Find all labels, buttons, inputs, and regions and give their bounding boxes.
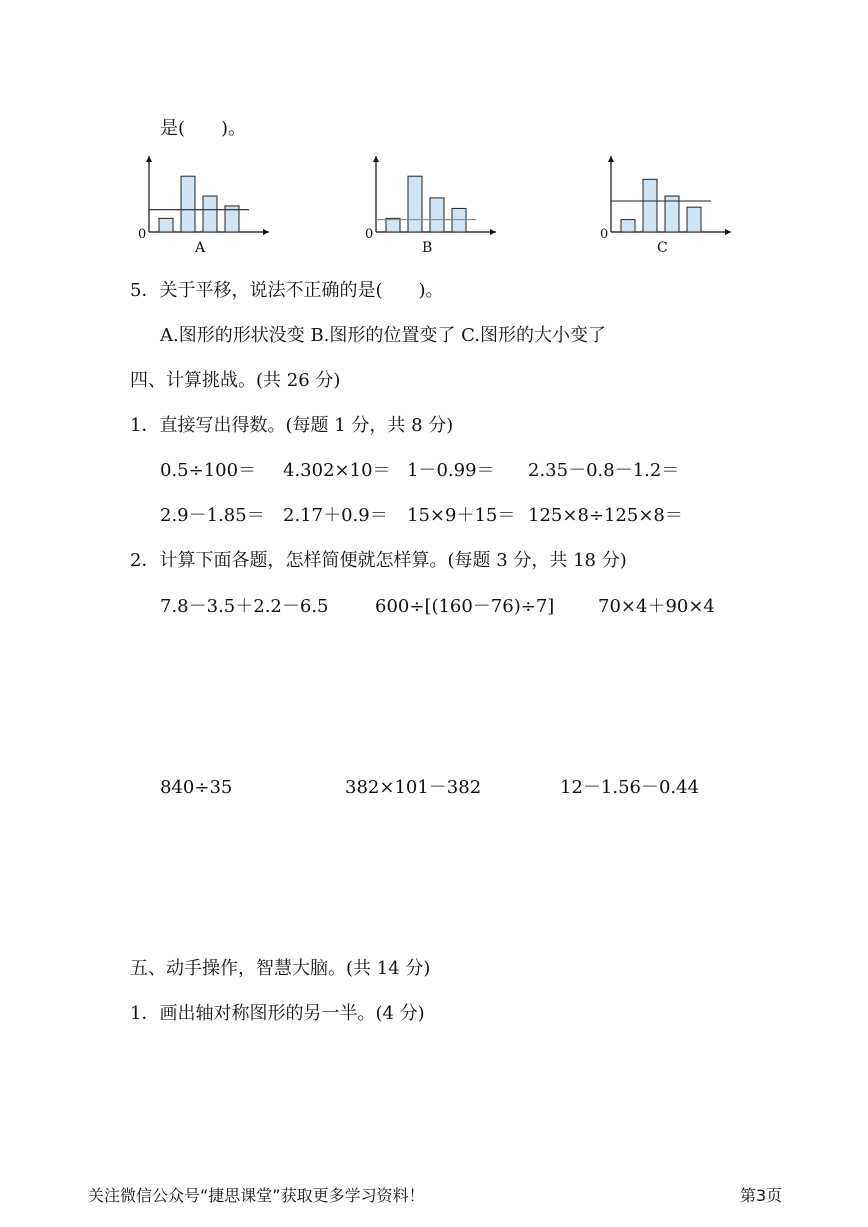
chart-c (597, 150, 737, 260)
oral-calc-5: 2.9－1.85＝ (160, 505, 265, 526)
x-axis-arrow (263, 229, 269, 235)
oral-calc-8: 125×8÷125×8＝ (528, 505, 683, 526)
section5-q1-title: 1．画出轴对称图形的另一半。(4 分) (130, 1003, 425, 1024)
bar (408, 176, 422, 232)
x-axis-arrow (490, 229, 496, 235)
calc-problem-4: 840÷35 (160, 777, 233, 798)
oral-calc-3: 1－0.99＝ (407, 460, 495, 481)
q4-tail-text: 是( )。 (160, 118, 247, 139)
bar (452, 208, 466, 232)
chart-b (362, 150, 502, 260)
option-label: A (195, 240, 206, 256)
bar (643, 179, 657, 232)
section4-q2-title: 2．计算下面各题，怎样简便就怎样算。(每题 3 分，共 18 分) (130, 550, 627, 571)
oral-calc-4: 2.35－0.8－1.2＝ (528, 460, 680, 481)
calc-problem-6: 12－1.56－0.44 (560, 777, 700, 798)
bar (159, 218, 173, 232)
calc-problem-3: 70×4＋90×4 (598, 596, 715, 617)
calc-problem-5: 382×101－382 (345, 777, 482, 798)
y-axis-arrow (146, 156, 152, 162)
q5-options: A.图形的形状没变 B.图形的位置变了 C.图形的大小变了 (160, 325, 606, 346)
bar (386, 218, 400, 232)
y-axis-arrow (373, 156, 379, 162)
calc-problem-1: 7.8－3.5＋2.2－6.5 (160, 596, 329, 617)
footer-promo-text: 关注微信公众号“捷思课堂”获取更多学习资料！ (88, 1186, 425, 1205)
bar (621, 220, 635, 232)
section4-title: 四、计算挑战。(共 26 分) (130, 370, 341, 391)
chart-a-svg (135, 150, 275, 260)
origin-label: 0 (365, 227, 374, 242)
option-label: B (422, 240, 433, 256)
oral-calc-7: 15×9＋15＝ (407, 505, 516, 526)
section4-q1-title: 1．直接写出得数。(每题 1 分，共 8 分) (130, 415, 454, 436)
oral-calc-2: 4.302×10＝ (283, 460, 391, 481)
bar (687, 207, 701, 232)
section5-title: 五、动手操作，智慧大脑。(共 14 分) (130, 958, 431, 979)
y-axis-arrow (608, 156, 614, 162)
x-axis-arrow (725, 229, 731, 235)
bar (430, 198, 444, 232)
bar (203, 196, 217, 232)
oral-calc-6: 2.17＋0.9＝ (283, 505, 388, 526)
origin-label: 0 (600, 227, 609, 242)
chart-c-svg (597, 150, 737, 260)
oral-calc-1: 0.5÷100＝ (160, 460, 257, 481)
chart-a (135, 150, 275, 260)
bar (181, 176, 195, 232)
q5-question: 5．关于平移，说法不正确的是( )。 (130, 280, 444, 301)
chart-b-svg (362, 150, 502, 260)
calc-problem-2: 600÷[(160－76)÷7] (375, 596, 555, 617)
page-number: 第3页 (740, 1186, 783, 1205)
origin-label: 0 (138, 227, 147, 242)
option-label: C (657, 240, 668, 256)
